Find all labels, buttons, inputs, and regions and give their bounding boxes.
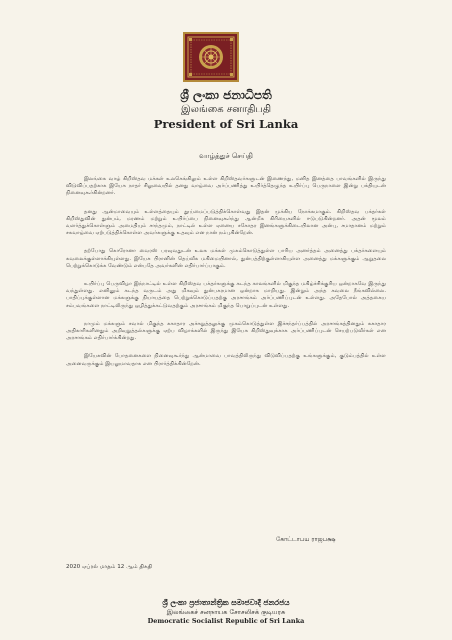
header-title-sinhala: ශ්‍රී ලංකා ජනාධිපති [180, 88, 272, 102]
footer-english: Democratic Socialist Republic of Sri Lanka [147, 617, 305, 625]
footer-sinhala: ශ්‍රී ලංකා ප්‍රජාතාන්ත්‍රික සමාජවාදී ජනරජය [162, 598, 290, 607]
footer-tamil: இலங்கைச் சனநாயக சோசலிசக் குடியரசு [166, 608, 286, 616]
footer [0, 598, 452, 626]
letter-date: 2020 ஏப்ரல் மாதம் 12 ஆம் திகதி [66, 564, 153, 570]
header-title-tamil: இலங்கை சனாதிபதி [180, 104, 272, 115]
paragraph-3: தற்போது கொரோனா வைரஸ் பரவுவதுடன் உலக மக்கள் முகம்கொடுத்துள்ள பாரிய அனர்த்தம் அனைத்து பக்தர்களையும் கவலைக்குள்ளாக்கியுள்ளது. இயேசு பிரானின் தெய்வீக மகிமையினால், துன்பத்திற்குள்ளாகியுள்ள அனைத்து மக்களுக்கும் ஆறுதலை பெற்றுக்கொடுக்க வேண்டும் என்பதே அவர்களின் எதிர்பார்ப்பாகும். [66, 248, 386, 269]
paragraph-4: உயிர்ப்பு பெருவிழா இந்நாட்டில் உள்ள கிறிஸ்தவ பக்தர்களுக்கு கடந்த காலங்களில் மிகுந்த மகிழ்ச்சிக்குரிய ஒன்றாகவே இருந்து வந்துள்ளது. எனினும் கடந்த வருடம் அது மிகவும் துன்பகரமான ஒன்றாக மாறியது. இன்றும் அந்த கவலை நீங்கவில்லை. பாதிப்புக்குள்ளான மக்களுக்கு நியாயத்தை பெற்றுக்கொடுப்பதற்கு அரசாங்கம் அர்ப்பணிப்புடன் உள்ளது. அதேபோல் அத்தகைய சம்பவங்களை நாட்டிலிருந்து ஒழித்துக்கட்டுவதற்கும் அரசாங்கம் மிகுந்த பொறுப்புடன் உள்ளது. [66, 281, 386, 309]
header-title-english: President of Sri Lanka [153, 117, 299, 131]
signature-name: கோட்டாபய ராஜபக்ஷ [276, 536, 336, 543]
presidential-emblem-icon [183, 32, 239, 82]
paragraph-1: இலங்கை வாழ் கிறிஸ்தவ மக்கள் உலகெங்கிலும் உள்ள கிறிஸ்தவர்களுடன் இணைந்து, மனித இனத்தை பாவங்களில் இருந்து விடுவிப்பதற்காக இயேசு நாதர் சிலுவையில் தனது வாழ்வை அர்ப்பணித்து உயிர்த்தெழுந்த உயிர்ப்பு பெருநாளை இன்று பக்தியுடன் நினைவுகூர்கின்றனர். [66, 176, 386, 197]
paragraph-6: இயேசுவின் போதனைகளை நினைவுகூர்ந்து ஆன்மாவை பாவத்திலிருந்து விடுவிப்பதற்கு உங்களுக்கும், குடும்பத்தில் உள்ள அனைவருக்கும் இயலுமாவதாக என பிரார்த்திக்கின்றேன். [66, 353, 386, 367]
paragraph-2: தனது ஆன்மாவையும் உள்ளத்தையும் தூய்மைப்படுத்திக்கொள்வது இதன் முக்கிய நோக்கமாகும். கிறிஸ்தவ பக்தர்கள் கிறிஸ்துவின் துன்பம், மரணம் மற்றும் உயிர்ப்பை நினைவுகூர்ந்து ஆன்மீக கிரியைகளில் ஈடுபடுகின்றனர். அதன் மூலம் வளர்த்துக்கொள்ளும் அமைதியும் சாந்தமும், நாட்டில் உள்ள ஏனைய சகோதர இனங்களுக்கிடையிலான அன்பு, சமாதானம் மற்றும் சகவாழ்வை ஏற்படுத்திக்கொள்ள அவர்களுக்கு உதவும் என நான் நம்புகின்றேன். [66, 208, 386, 237]
message-body [66, 176, 386, 379]
message-title: வாழ்த்துச் செய்தி [199, 152, 253, 160]
emblem-graphic [185, 34, 237, 80]
paragraph-5: நாமும் மக்களும் சவால் மிகுந்த சுகாதார அச்சுறுத்தலுக்கு முகம்கொடுத்துள்ள இச்சந்தர்ப்பத்தில் அரசாங்கத்தினதும் சுகாதார அதிகாரிகளினதும் அறிவுறுத்தல்களுக்கு ஏற்ப விழாக்களில் இருந்து இயேசு கிறிஸ்துவுக்காக அர்ப்பணிப்புடன் செயற்படுவீர்கள் என அரசாங்கம் எதிர்பார்க்கின்றது. [66, 320, 386, 342]
